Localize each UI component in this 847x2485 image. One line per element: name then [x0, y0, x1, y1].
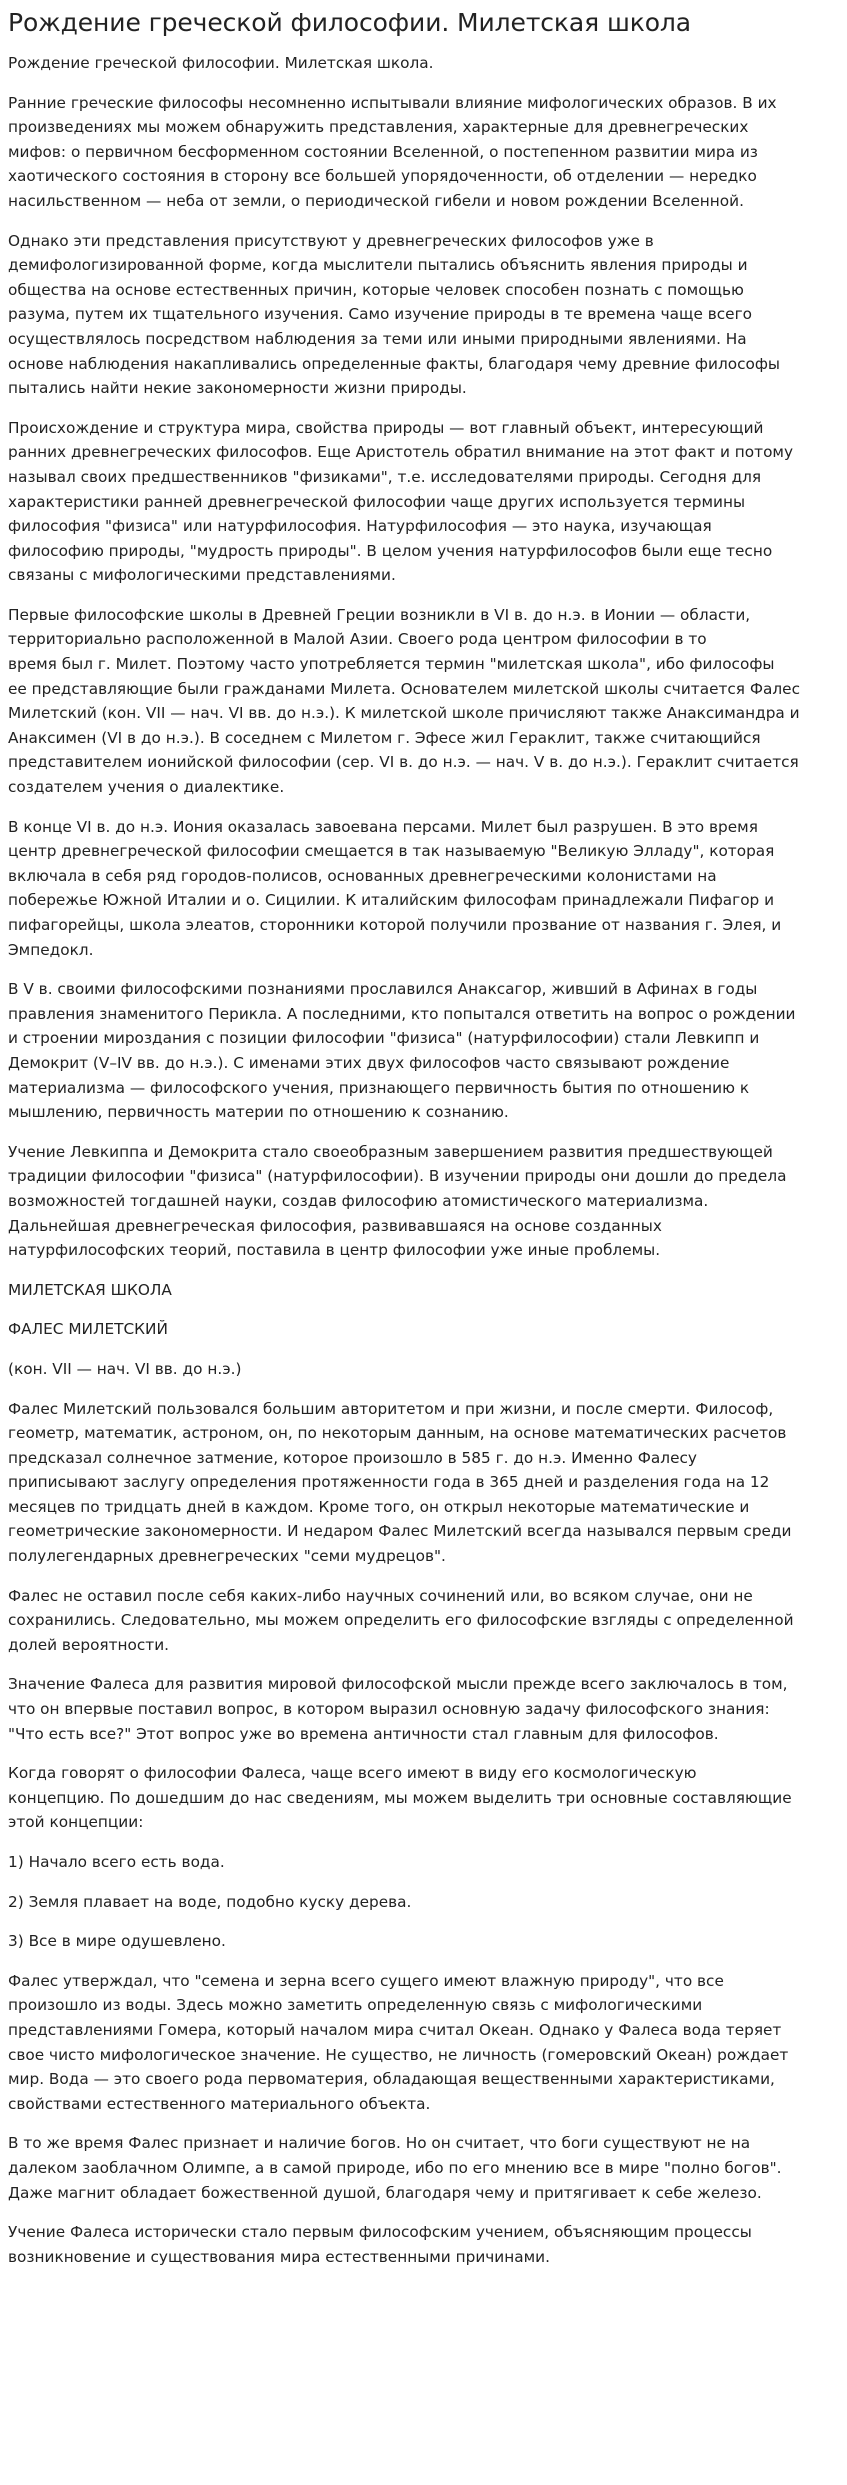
page-title: Рождение греческой философии. Милетская школа	[8, 8, 692, 37]
paragraph: Фалес Милетский пользовался большим авторитетом и при жизни, и после смерти. Философ, геометр, математик, астроном, он, по некоторым данным, на основе математических расчетов предсказал солнечное затмение, которое произошло в 585 г. до н.э. Именно Фалесу приписывают заслугу определения протяженности года в 365 дней и разделения года на 12 месяцев по тридцать дней в каждом. Кроме того, он открыл некоторые математические и геометрические закономерности. И недаром Фалес Милетский всегда назывался первым среди полулегендарных древнегреческих "семи мудрецов".	[8, 1399, 792, 1566]
paragraph-subtitle: Рождение греческой философии. Милетская школа.	[8, 54, 434, 72]
paragraph: В конце VI в. до н.э. Иония оказалась завоевана персами. Милет был разрушен. В это время центр древнегреческой философии смещается в так называемую "Великую Элладу", которая включала в себя ряд городов-полисов, основанных древнегреческими колонистами на побережье Южной Италии и о. Сицилии. К италийским философам принадлежали Пифагор и пифагорейцы, школа элеатов, сторонники которой получили прозвание от названия г. Элея, и Эмпедокл.	[8, 817, 782, 959]
paragraph: Фалес не оставил после себя каких-либо научных сочинений или, во всяком случае, они не сохранились. Следовательно, мы можем определить его философские взгляды с определенной долей вероятности.	[8, 1586, 794, 1654]
paragraph: Первые философские школы в Древней Греции возникли в VI в. до н.э. в Ионии — области, территориально расположенной в Малой Азии. Своего рода центром философии в то время был г. Милет. Поэтому часто употребляется термин "милетская школа", ибо философы ее представляющие были гражданами Милета. Основателем милетской школы считается Фалес Милетский (кон. VII — нач. VI вв. до н.э.). К милетской школе причисляют также Анаксимандра и Анаксимен (VI в до н.э.). В соседнем с Милетом г. Эфесе жил Гераклит, также считающийся представителем ионийской философии (сер. VI в. до н.э. — нач. V в. до н.э.). Гераклит считается создателем учения о диалектике.	[8, 605, 801, 797]
list-item: 1) Начало всего есть вода.	[8, 1853, 225, 1871]
date-range: (кон. VII — нач. VI вв. до н.э.)	[8, 1359, 242, 1378]
paragraph: Происхождение и структура мира, свойства природы — вот главный объект, интересующий ранних древнегреческих философов. Еще Аристотель обратил внимание на этот факт и потому называл своих предшественников "физиками", т.е. исследователями природы. Сегодня для характеристики ранней древнегреческой философии чаще других используется термины философия "физиса" или натурфилософия. Натурфилософия — это наука, изучающая философию природы, "мудрость природы". В целом учения натурфилософов были еще тесно связаны с мифологическими представлениями.	[8, 418, 794, 585]
paragraph: Учение Левкиппа и Демокрита стало своеобразным завершением развития предшествующей традиции философии "физиса" (натурфилософии). В изучении природы они дошли до предела возможностей тогдашней науки, создав философию атомистического материализма. Дальнейшая древнегреческая философия, развивавшаяся на основе созданных натурфилософских теорий, поставила в центр философии уже иные проблемы.	[8, 1142, 787, 1260]
paragraph: Значение Фалеса для развития мировой философской мысли прежде всего заключалось в том, что он впервые поставил вопрос, в котором выразил основную задачу философского знания: "Что есть все?" Этот вопрос уже во времена античности стал главным для философов.	[8, 1675, 788, 1743]
paragraph: Когда говорят о философии Фалеса, чаще всего имеют в виду его космологическую концепцию. По дошедшим до нас сведениям, мы можем выделить три основные составляющие этой концепции:	[8, 1764, 792, 1832]
section-heading: МИЛЕТСКАЯ ШКОЛА	[8, 1280, 172, 1299]
list-item: 3) Все в мире одушевлено.	[8, 1932, 226, 1951]
paragraph: Ранние греческие философы несомненно испытывали влияние мифологических образов. В их произведениях мы можем обнаружить представления, характерные для древнегреческих мифов: о первичном бесформенном состоянии Вселенной, о постепенном развитии мира из хаотического состояния в сторону все большей упорядоченности, об отделении — нередко насильственном — неба от земли, о периодической гибели и новом рождении Вселенной.	[8, 93, 777, 210]
paragraph: Учение Фалеса исторически стало первым философским учением, объясняющим процессы возникновение и существования мира естественными причинами.	[8, 2223, 752, 2266]
article-body	[8, 51, 839, 2269]
paragraph: Фалес утверждал, что "семена и зерна всего сущего имеют влажную природу", что все произошло из воды. Здесь можно заметить определенную связь с мифологическими представлениями Гомера, который началом мира считал Океан. Однако у Фалеса вода теряет свое чисто мифологическое значение. Не существо, не личность (гомеровский Океан) рождает мир. Вода — это своего рода первоматерия, обладающая вещественными характеристиками, свойствами естественного материального объекта.	[8, 1971, 789, 2113]
paragraph: В V в. своими философскими познаниями прославился Анаксагор, живший в Афинах в годы правления знаменитого Перикла. А последними, кто попытался ответить на вопрос о рождении и строении мироздания с позиции философии "физиса" (натурфилософии) стали Левкипп и Демокрит (V–IV вв. до н.э.). С именами этих двух философов часто связывают рождение материализма — философского учения, признающего первичность бытия по отношению к мышлению, первичность материи по отношению к сознанию.	[8, 980, 796, 1122]
section-subheading: ФАЛЕС МИЛЕТСКИЙ	[8, 1320, 168, 1339]
paragraph: В то же время Фалес признает и наличие богов. Но он считает, что боги существуют не на далеком заоблачном Олимпе, а в самой природе, ибо по его мнению все в мире "полно богов". Даже магнит обладает божественной душой, благодаря чему и притягивает к себе железо.	[8, 2134, 782, 2202]
paragraph: Однако эти представления присутствуют у древнегреческих философов уже в демифологизированной форме, когда мыслители пытались объяснить явления природы и общества на основе естественных причин, которые человек способен познать с помощью разума, путем их тщательного изучения. Само изучение природы в те времена чаще всего осуществлялось посредством наблюдения за теми или иными природными явлениями. На основе наблюдения накапливались определенные факты, благодаря чему древние философы пытались найти некие закономерности жизни природы.	[8, 231, 781, 398]
list-item: 2) Земля плавает на воде, подобно куску дерева.	[8, 1892, 412, 1911]
